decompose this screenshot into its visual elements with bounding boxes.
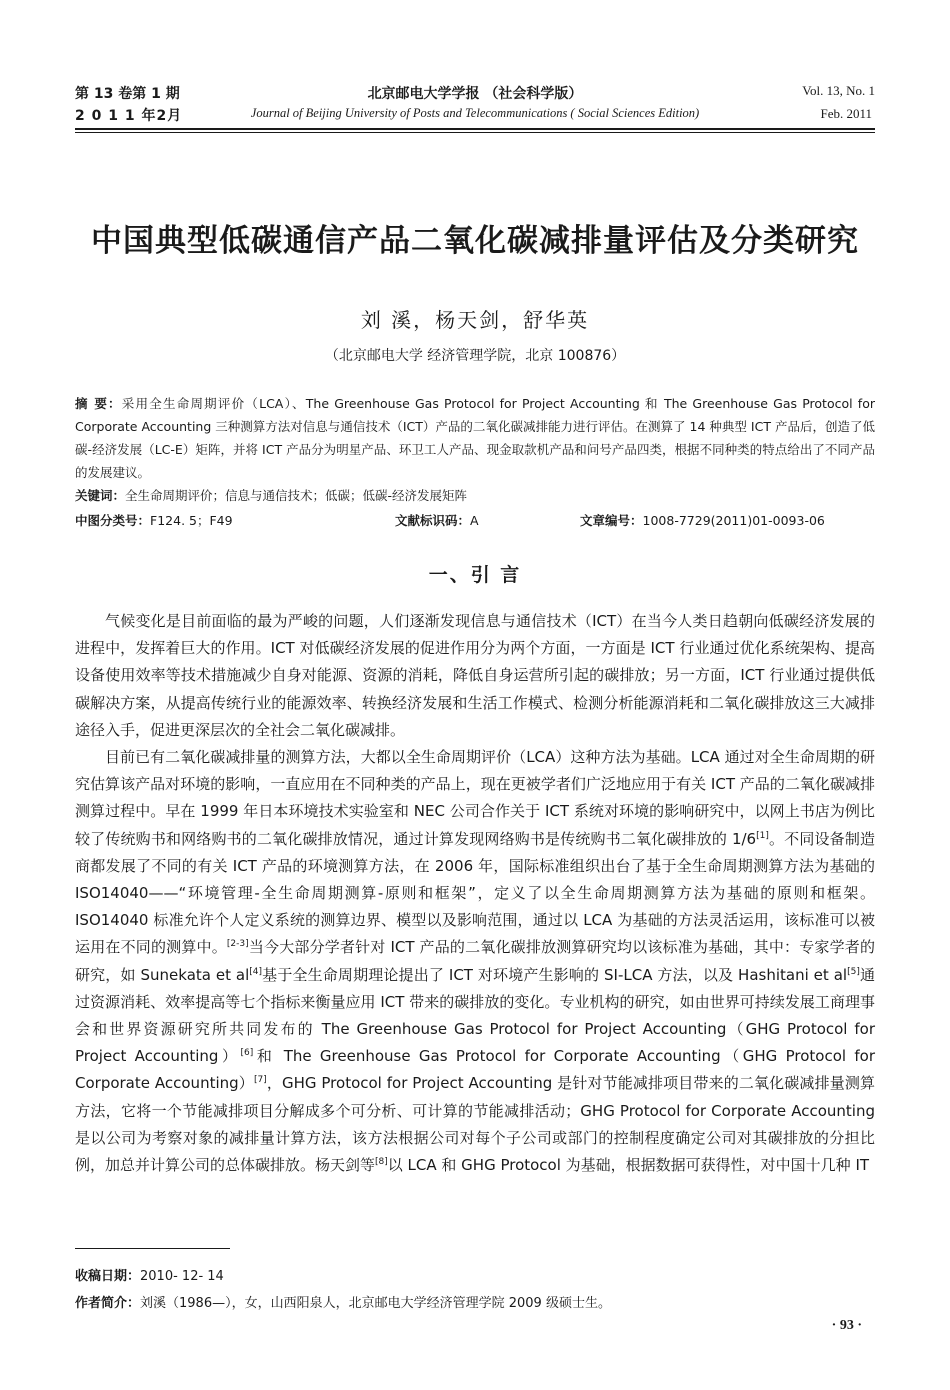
footnote-rule bbox=[75, 1248, 230, 1249]
author-bio: 作者简介：刘溪（1986—），女，山西阳泉人，北京邮电大学经济管理学院 2009 级硕士生。 bbox=[75, 1296, 611, 1311]
citation: [6] bbox=[240, 1048, 254, 1059]
paper-title: 中国典型低碳通信产品二氧化碳减排量评估及分类研究 bbox=[91, 223, 859, 259]
citation: [8] bbox=[375, 1157, 388, 1168]
abstract bbox=[75, 392, 875, 484]
citation: [5] bbox=[847, 966, 860, 977]
volume-issue-cn: 第 13 卷第 1 期 bbox=[75, 86, 180, 102]
page-number: · 93 · bbox=[831, 1318, 862, 1333]
article-number: 文章编号：1008-7729(2011)01-0093-06 bbox=[580, 513, 825, 528]
affiliation: （北京邮电大学 经济管理学院，北京 100876） bbox=[324, 348, 626, 364]
date-en: Feb. 2011 bbox=[820, 106, 872, 121]
paragraph: 目前已有二氧化碳减排量的测算方法，大都以全生命周期评价（LCA）这种方法为基础。LCA 通过对全生命周期的研究估算该产品对环境的影响，一直应用在不同种类的产品上，现在更被学者们广泛地应用于有关 ICT 产品的二氧化碳减排测算过程中。早在 1999 年日本环境技术实验室和 NEC 公司合作关于 ICT 系统对环境的影响研究中，以网上书店为例比较了传统购书和网络购书的二氧化碳排放情况，通过计算发现网络购书是传统购书二氧化碳排放的 1/6[1]。不同设备制造商都发展了不同的有关 ICT 产品的环境测算方法，在 2006 年，国际标准组织出台了基于全生命周期测算方法为基础的 ISO14040——“环境管理-全生命周期测算-原则和框架”，定义了以全生命周期测算方法为基础的原则和框架。ISO14040 标准允许个人定义系统的测算边界、模型以及影响范围，通过以 LCA 为基础的方法灵活运用，该标准可以被运用在不同的测算中。[2-3]当今大部分学者针对 ICT 产品的二氧化碳排放测算研究均以该标准为基础，其中：专家学者的研究，如 Sunekata et al[4]基于全生命周期理论提出了 ICT 对环境产生影响的 SI-LCA 方法，以及 Hashitani et al[5]通过资源消耗、效率提高等七个指标来衡量应用 ICT 带来的碳排放的变化。专业机构的研究，如由世界可持续发展工商理事会和世界资源研究所共同发布的 The Greenhouse Gas Protocol for Project Accounting（GHG Protocol for Project Accounting）[6]和 The Greenhouse Gas Protocol for Corporate Accounting（GHG Protocol for Corporate Accounting）[7]，GHG Protocol for Project Accounting 是针对节能减排项目带来的二氧化碳减排量测算方法，它将一个节能减排项目分解成多个可分析、可计算的节能减排活动；GHG Protocol for Corporate Accounting 是以公司为考察对象的减排量计算方法，该方法根据公司对每个子公司或部门的控制程度确定公司对其碳排放的分担比例，加总并计算公司的总体碳排放。杨天剑等[8]以 LCA 和 GHG Protocol 为基础，根据数据可获得性，对中国十几种 IT bbox=[75, 748, 875, 1175]
citation: [4] bbox=[249, 966, 263, 977]
received-date: 收稿日期：2010- 12- 14 bbox=[75, 1269, 224, 1284]
keywords-label: 关键词： bbox=[75, 488, 126, 503]
section-heading: 一、引 言 bbox=[428, 564, 522, 586]
abstract-text: 采用全生命周期评价（LCA）、The Greenhouse Gas Protocol for Project Accounting 和 The Greenhouse Gas Protocol for Corporate Accounting 三种测算方法对信息与通信技术（ICT）产品的二氧化碳减排能力进行评估。在测算了 14 种典型 ICT 产品后，创造了低碳-经济发展（LC-E）矩阵，并将 ICT 产品分为明星产品、环卫工人产品、现金取款机产品和问号产品四类，根据不同种类的特点给出了不同产品的发展建议。 bbox=[75, 396, 875, 480]
keywords bbox=[75, 486, 875, 504]
paragraph: 气候变化是目前面临的最为严峻的问题，人们逐渐发现信息与通信技术（ICT）在当今人类日趋朝向低碳经济发展的进程中，发挥着巨大的作用。ICT 对低碳经济发展的促进作用分为两个方面，一方面是 ICT 行业通过优化系统架构、提高设备使用效率等技术措施减少自身对能源、资源的消耗，降低自身运营所引起的碳排放；另一方面，ICT 行业通过提供低碳解决方案，从提高传统行业的能源效率、转换经济发展和生活工作模式、检测分析能源消耗和二氧化碳排放这三大减排途径入手，促进更深层次的全社会二氧化碳减排。 bbox=[75, 612, 875, 739]
volume-issue-en: Vol. 13, No. 1 bbox=[802, 83, 875, 98]
header-rule-thin bbox=[75, 132, 875, 133]
body-text bbox=[75, 608, 875, 1179]
date-cn: 2 0 1 1 年2月 bbox=[75, 108, 183, 124]
citation: [1] bbox=[756, 830, 769, 841]
journal-title-en: Journal of Beijing University of Posts and Telecommunications ( Social Sciences Edition) bbox=[250, 106, 700, 120]
citation: [2-3] bbox=[226, 939, 249, 950]
document-code: 文献标识码：A bbox=[395, 513, 479, 528]
header-rule-thick bbox=[75, 128, 875, 130]
abstract-label: 摘 要： bbox=[75, 396, 122, 411]
authors: 刘 溪，杨天剑，舒华英 bbox=[360, 308, 590, 332]
class-number: 中图分类号：F124. 5；F49 bbox=[75, 513, 233, 528]
citation: [7] bbox=[253, 1075, 267, 1086]
journal-title-cn: 北京邮电大学学报 （社会科学版） bbox=[367, 86, 583, 102]
classification-row bbox=[75, 511, 875, 531]
keywords-text: 全生命周期评价；信息与通信技术；低碳；低碳-经济发展矩阵 bbox=[125, 488, 468, 503]
